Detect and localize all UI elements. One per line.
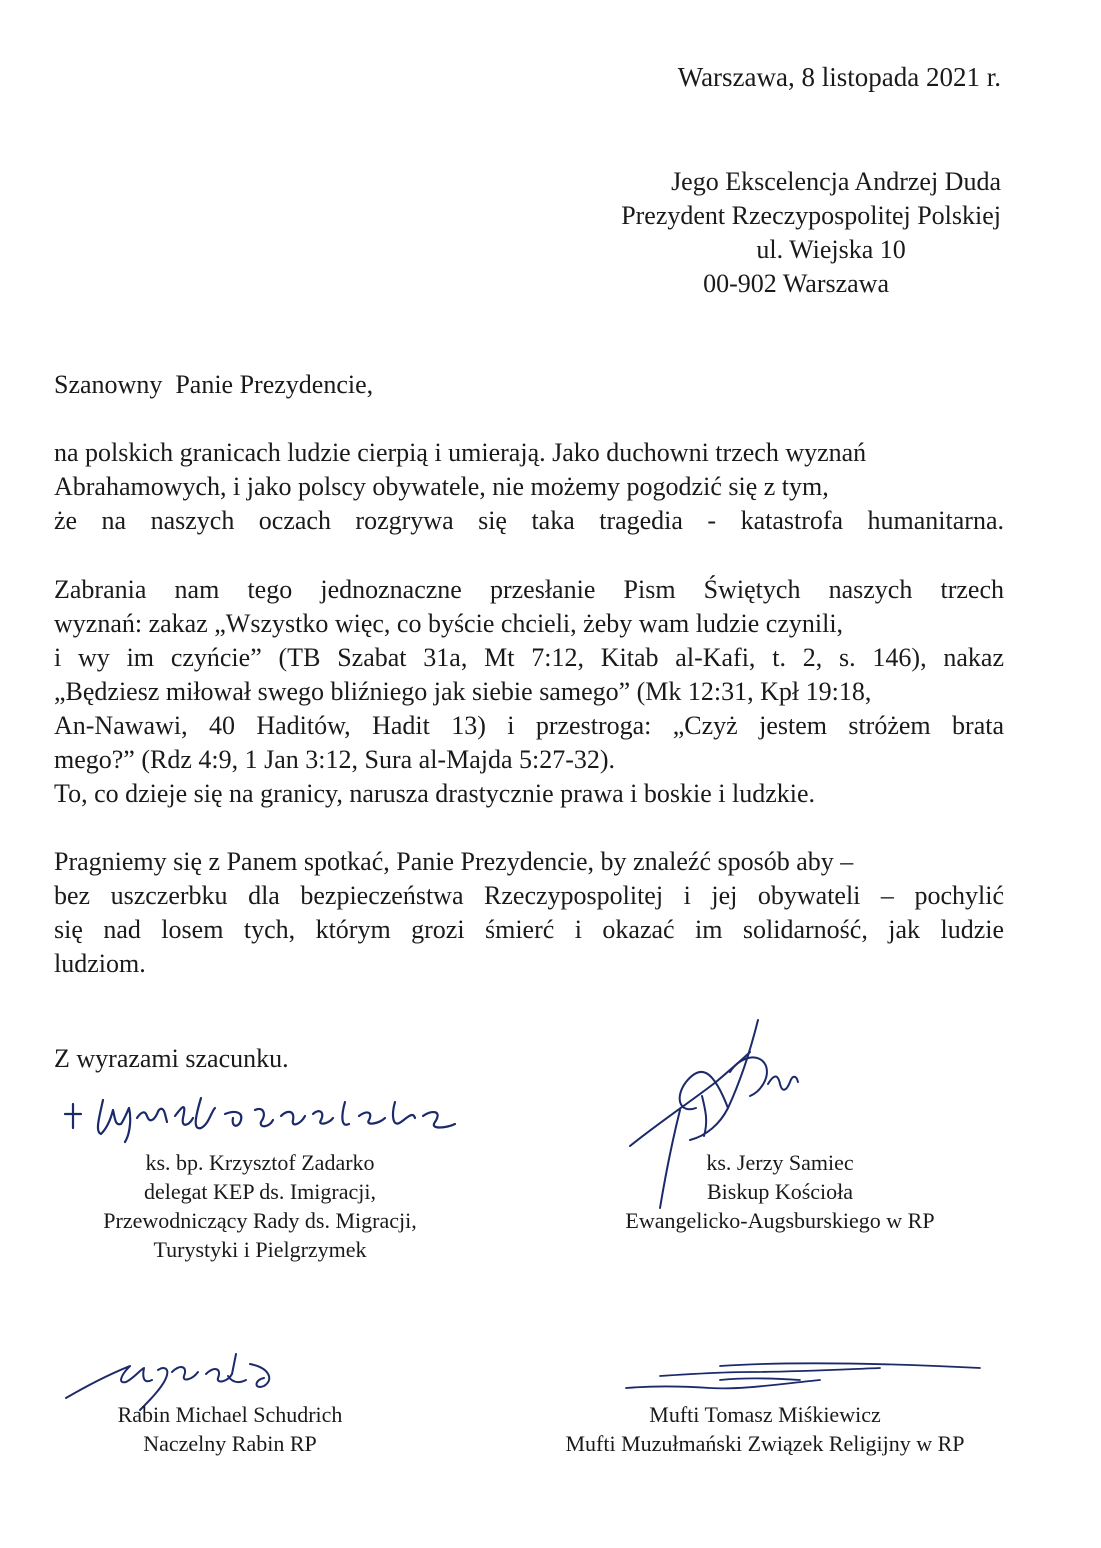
paragraph-line: To, co dzieje się na granicy, narusza drastycznie prawa i boskie i ludzkie.	[54, 779, 816, 808]
recipient-line: ul. Wiejska 10	[756, 235, 906, 264]
signatory-title: Ewangelicko-Augsburskiego w RP	[625, 1208, 935, 1233]
signatory-schudrich	[50, 1400, 410, 1458]
signatory-title: Biskup Kościoła	[706, 1179, 854, 1204]
paragraph-line: że na naszych oczach rozgrywa się taka tragedia - katastrofa humanitarna.	[54, 506, 1004, 535]
recipient-address	[621, 165, 1001, 301]
signatory-title: delegat KEP ds. Imigracji,	[144, 1179, 376, 1204]
paragraph-line: się nad losem tych, którym grozi śmierć i okazać im solidarność, jak ludzie	[54, 915, 1004, 944]
letter-date: Warszawa, 8 listopada 2021 r.	[677, 62, 1001, 92]
recipient-line: Prezydent Rzeczypospolitej Polskiej	[621, 201, 1001, 230]
signatory-title: Przewodniczący Rady ds. Migracji,	[103, 1208, 417, 1233]
recipient-line: 00-902 Warszawa	[703, 269, 889, 298]
paragraph-line: Zabrania nam tego jednoznaczne przesłanie Pism Świętych naszych trzech	[54, 575, 1004, 604]
signatory-zadarko	[50, 1148, 470, 1264]
paragraph-line: „Będziesz miłował swego bliźniego jak siebie samego” (Mk 12:31, Kpł 19:18,	[54, 677, 872, 706]
signatory-name: Mufti Tomasz Miśkiewicz	[649, 1402, 881, 1427]
recipient-line: Jego Ekscelencja Andrzej Duda	[671, 167, 1001, 196]
signatory-title: Turystyki i Pielgrzymek	[153, 1237, 367, 1262]
paragraph-line: mego?” (Rdz 4:9, 1 Jan 3:12, Sura al-Majda 5:27-32).	[54, 745, 616, 774]
signatory-name: ks. bp. Krzysztof Zadarko	[145, 1150, 375, 1175]
signatory-title: Mufti Muzułmański Związek Religijny w RP	[565, 1431, 965, 1456]
salutation: Szanowny Panie Prezydencie,	[54, 370, 374, 399]
paragraph-line: wyznań: zakaz „Wszystko więc, co byście chcieli, żeby wam ludzie czynili,	[54, 609, 844, 638]
paragraph-line: ludziom.	[54, 949, 146, 978]
signature-zadarko	[55, 1088, 475, 1148]
signature-miskiewicz	[620, 1358, 1000, 1398]
paragraph-line: bez uszczerbku dla bezpieczeństwa Rzeczypospolitej i jej obywateli – pochylić	[54, 881, 1004, 910]
signatory-name: ks. Jerzy Samiec	[706, 1150, 854, 1175]
signatory-title: Naczelny Rabin RP	[143, 1431, 317, 1456]
paragraph-line: i wy im czyńcie” (TB Szabat 31a, Mt 7:12, Kitab al-Kafi, t. 2, s. 146), nakaz	[54, 643, 1004, 672]
signatory-miskiewicz	[520, 1400, 1010, 1458]
signatory-name: Rabin Michael Schudrich	[117, 1402, 343, 1427]
paragraph-line: An-Nawawi, 40 Haditów, Hadit 13) i przestroga: „Czyż jestem stróżem brata	[54, 711, 1004, 740]
signatory-samiec	[590, 1148, 970, 1235]
paragraph-3	[54, 845, 1004, 981]
paragraph-2	[54, 573, 1004, 811]
paragraph-line: Pragniemy się z Panem spotkać, Panie Prezydencie, by znaleźć sposób aby –	[54, 847, 854, 876]
paragraph-1	[54, 436, 1004, 538]
paragraph-line: na polskich granicach ludzie cierpią i umierają. Jako duchowni trzech wyznań	[54, 438, 867, 467]
closing-phrase: Z wyrazami szacunku.	[54, 1044, 289, 1073]
paragraph-line: Abrahamowych, i jako polscy obywatele, nie możemy pogodzić się z tym,	[54, 472, 829, 501]
